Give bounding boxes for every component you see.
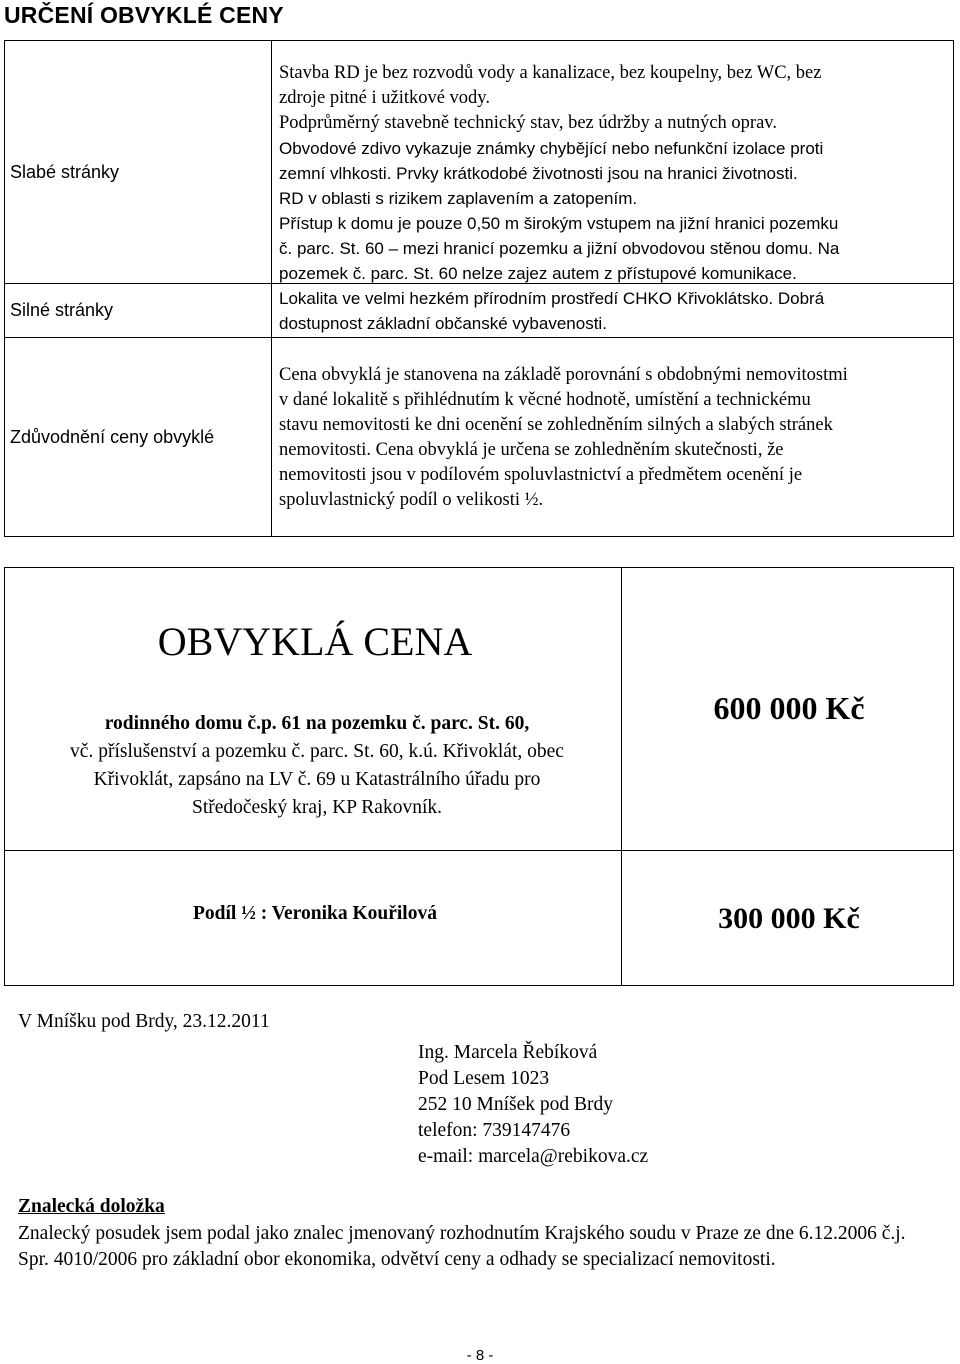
property-description-line: rodinného domu č.p. 61 na pozemku č. parc. St. 60, bbox=[104, 713, 530, 734]
justification-line: Cena obvyklá je stanovena na základě porovnání s obdobnými nemovitostmi bbox=[279, 365, 848, 385]
property-description bbox=[22, 710, 612, 822]
weak-line: č. parc. St. 60 – mezi hranicí pozemku a jižní obvodovou stěnou domu. Na bbox=[279, 239, 840, 258]
row-label-justification: Zdůvodnění ceny obvyklé bbox=[10, 427, 215, 447]
property-description-line: Středočeský kraj, KP Rakovník. bbox=[191, 797, 443, 818]
weak-line: zdroje pitné i užitkové vody. bbox=[279, 88, 490, 108]
justification-line: spoluvlastnický podíl o velikosti ½. bbox=[279, 490, 544, 510]
signer-city: 252 10 Mníšek pod Brdy bbox=[418, 1094, 613, 1115]
justification-line: stavu nemovitosti ke dni ocenění se zohledněním silných a slabých stránek bbox=[279, 415, 833, 435]
price-box-divider bbox=[621, 567, 622, 851]
row-label-strong: Silné stránky bbox=[10, 300, 114, 320]
weak-points-text bbox=[279, 61, 951, 286]
page-number: - 8 - bbox=[466, 1347, 494, 1364]
weak-line: Obvodové zdivo vykazuje známky chybějící nebo nefunkční izolace proti bbox=[279, 139, 824, 158]
strong-line: Lokalita ve velmi hezkém přírodním prostředí CHKO Křivoklátsko. Dobrá bbox=[279, 289, 825, 308]
signer-street: Pod Lesem 1023 bbox=[418, 1068, 550, 1089]
expert-clause-title: Znalecká doložka bbox=[18, 1196, 165, 1217]
property-description-line: vč. příslušenství a pozemku č. parc. St. 60, k.ú. Křivoklát, obec bbox=[70, 741, 564, 762]
row-label-weak: Slabé stránky bbox=[10, 162, 120, 182]
signer-phone: telefon: 739147476 bbox=[418, 1120, 571, 1141]
justification-text bbox=[279, 363, 951, 513]
weak-line: RD v oblasti s rizikem zaplavením a zatopením. bbox=[279, 189, 638, 208]
strong-points-text bbox=[279, 286, 951, 336]
page-heading: URČENÍ OBVYKLÉ CENY bbox=[4, 2, 284, 28]
place-and-date: V Mníšku pod Brdy, 23.12.2011 bbox=[18, 1011, 270, 1032]
share-label: Podíl ½ : Veronika Kouřilová bbox=[193, 903, 437, 924]
justification-line: nemovitosti jsou v podílovém spoluvlastnictví a předmětem ocenění je bbox=[279, 465, 803, 485]
weak-line: Přístup k domu je pouze 0,50 m širokým vstupem na jižní hranici pozemku bbox=[279, 214, 839, 233]
weak-line: Podprůměrný stavebně technický stav, bez údržby a nutných oprav. bbox=[279, 113, 777, 133]
signer-name: Ing. Marcela Řebíková bbox=[418, 1042, 598, 1063]
strong-line: dostupnost základní občanské vybavenosti. bbox=[279, 314, 607, 333]
price-title: OBVYKLÁ CENA bbox=[157, 619, 473, 664]
property-description-line: Křivoklát, zapsáno na LV č. 69 u Katastrálního úřadu pro bbox=[93, 769, 541, 790]
weak-line: Stavba RD je bez rozvodů vody a kanalizace, bez koupelny, bez WC, bez bbox=[279, 63, 822, 83]
table-row-divider bbox=[4, 337, 954, 338]
justification-line: v dané lokalitě s přihlédnutím k věcné hodnotě, umístění a technickému bbox=[279, 390, 811, 410]
signer-email: e-mail: marcela@rebikova.cz bbox=[418, 1146, 649, 1167]
expert-clause-text: Znalecký posudek jsem podal jako znalec jmenovaný rozhodnutím Krajského soudu v Praze ze dne 6.12.2006 č.j. Spr. 4010/2006 pro základní obor ekonomika, odvětví ceny a odhady se specializací nemovitosti. bbox=[18, 1223, 906, 1270]
price-value: 600 000 Kč bbox=[713, 690, 865, 726]
table-column-divider bbox=[271, 40, 272, 537]
share-value: 300 000 Kč bbox=[718, 902, 860, 935]
justification-line: nemovitosti. Cena obvyklá je určena se zohledněním skutečnosti, že bbox=[279, 440, 784, 460]
weak-line: zemní vlhkosti. Prvky krátkodobé životnosti jsou na hranici životnosti. bbox=[279, 164, 798, 183]
weak-line: pozemek č. parc. St. 60 nelze zajez autem z přístupové komunikace. bbox=[279, 264, 797, 283]
signer-block bbox=[418, 1040, 648, 1170]
share-box-divider bbox=[621, 850, 622, 986]
